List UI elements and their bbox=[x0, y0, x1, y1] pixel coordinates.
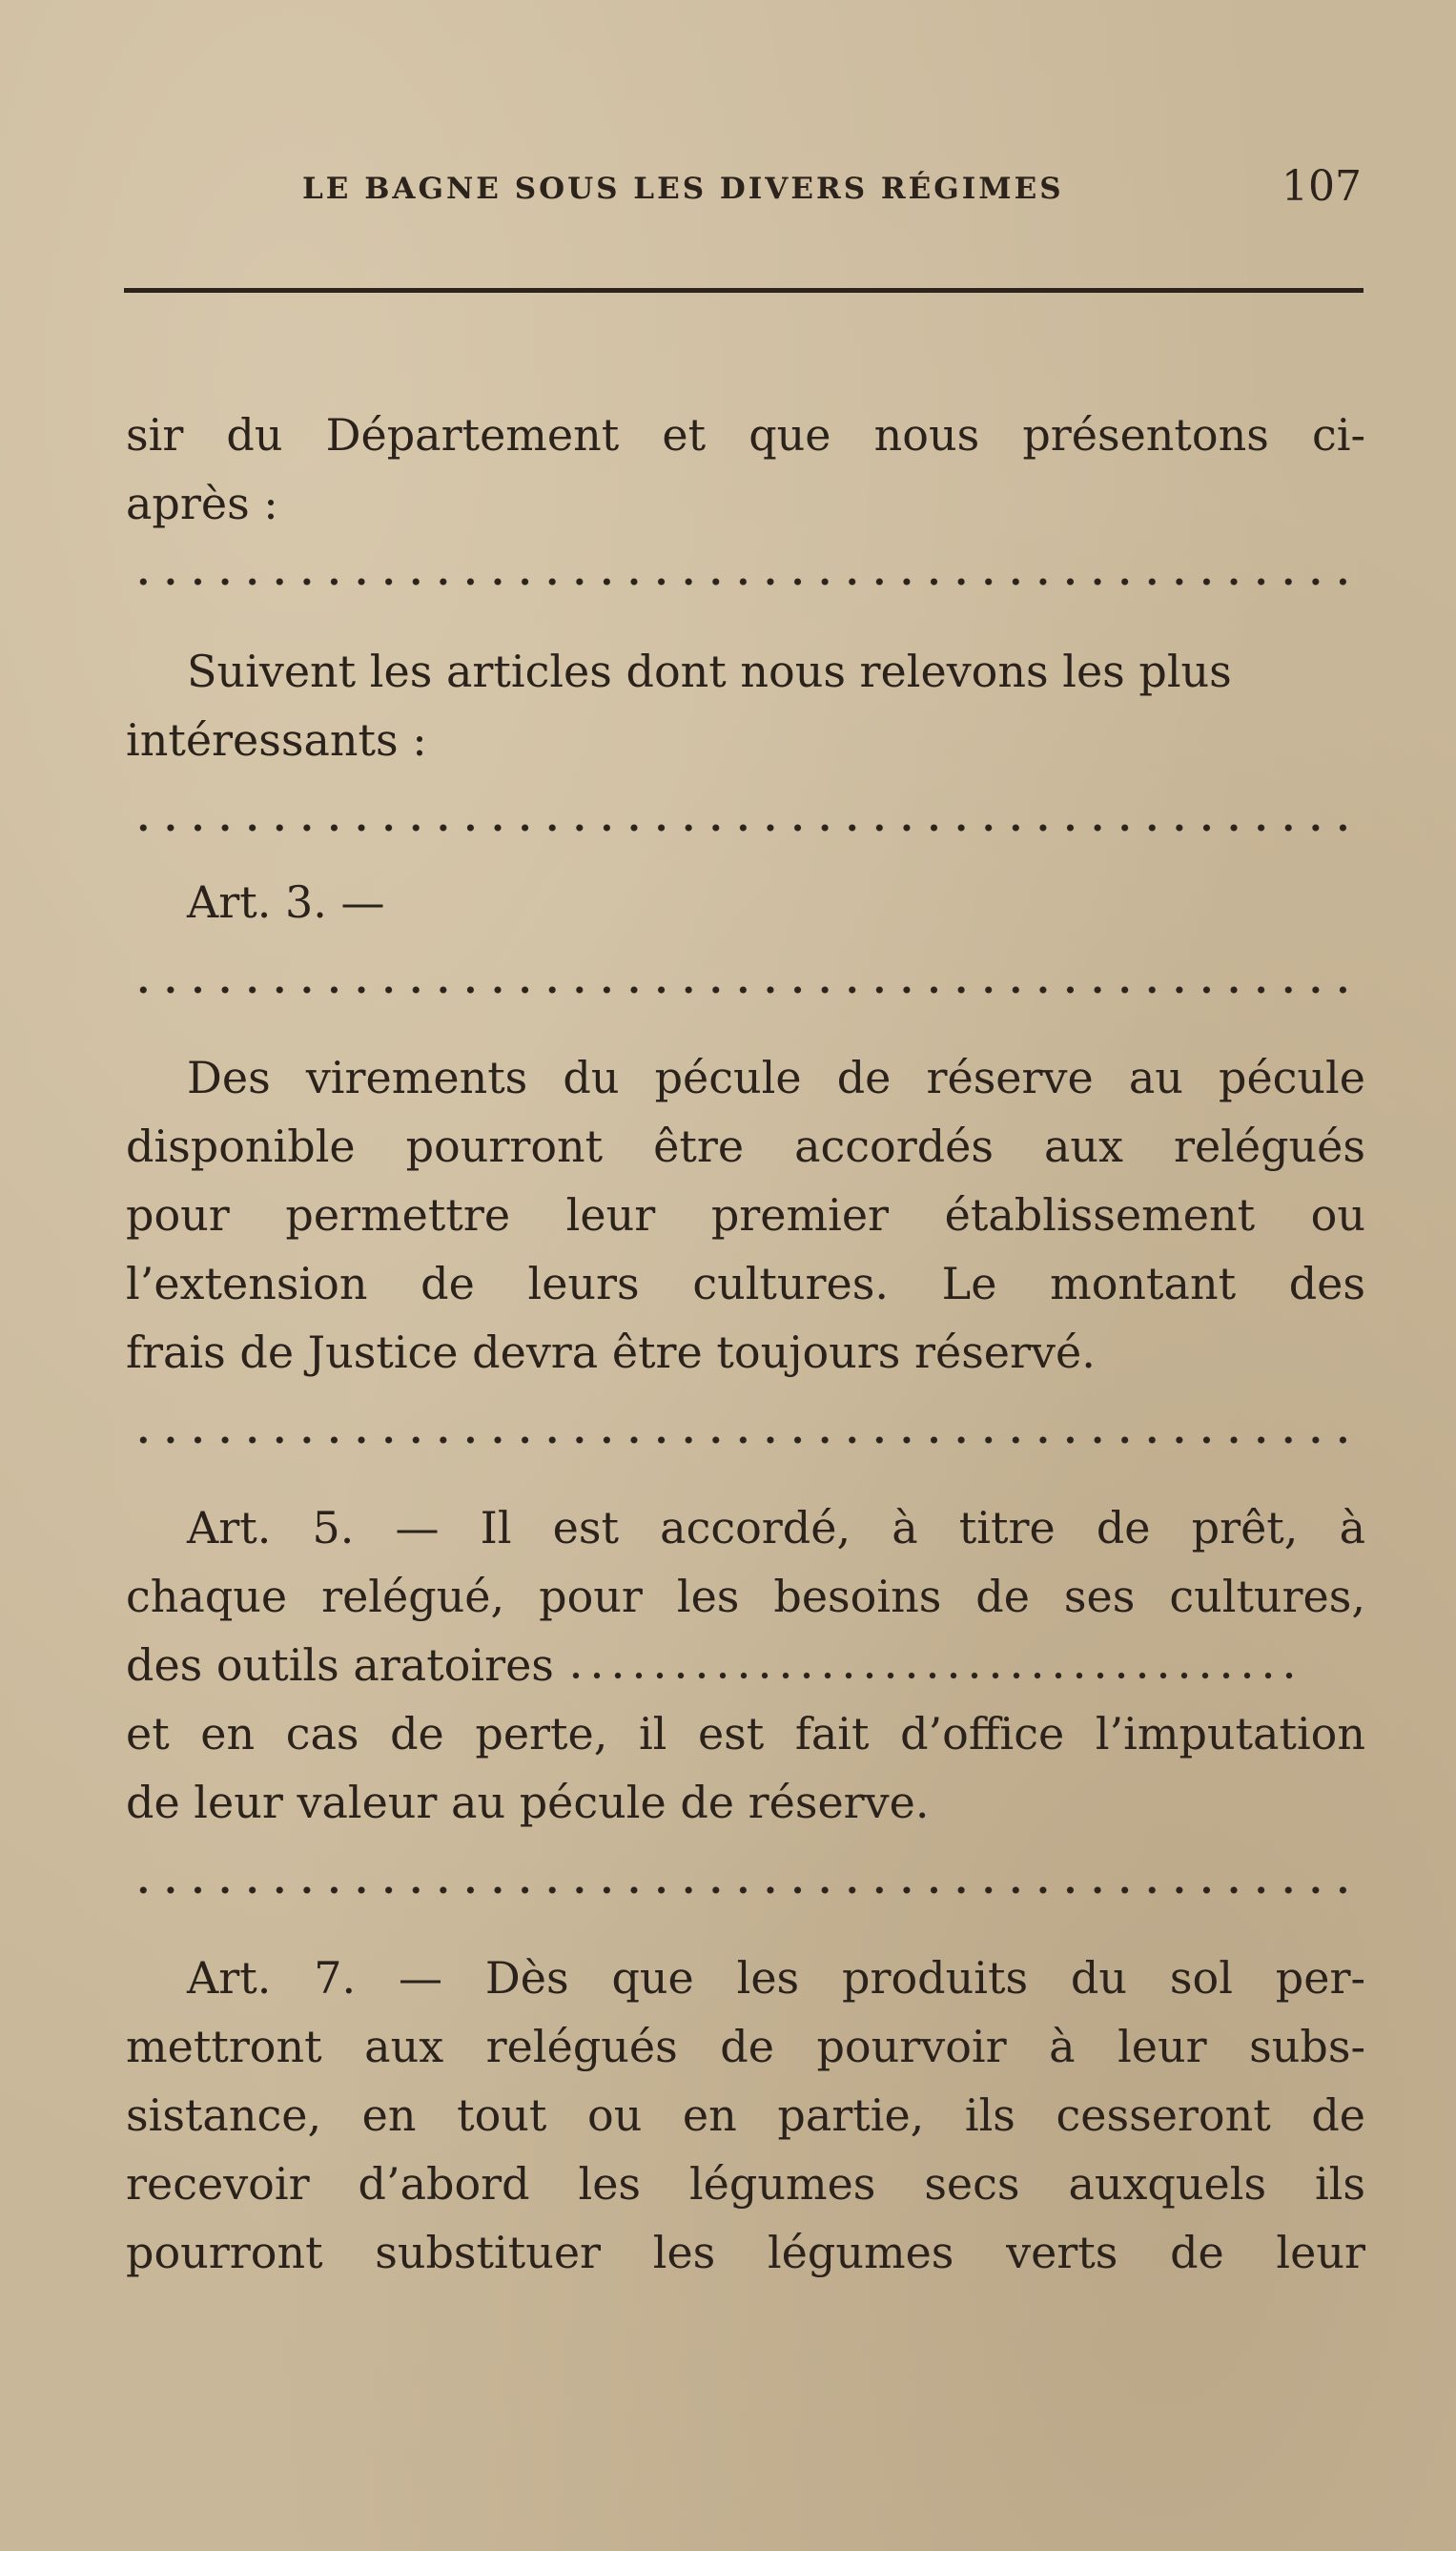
dot-leader bbox=[565, 1671, 1300, 1680]
text-line: après : bbox=[126, 478, 278, 529]
running-title: LE BAGNE SOUS LES DIVERS RÉGIMES bbox=[302, 172, 1064, 206]
ellipsis-row bbox=[126, 980, 1365, 999]
text-line: intéressants : bbox=[126, 714, 427, 766]
paragraph-article-3 bbox=[126, 1043, 1365, 1387]
text-line: recevoir d’abord les légumes secs auxquels ils bbox=[126, 2158, 1365, 2210]
text-line: sir du Département et que nous présentons ci- bbox=[126, 409, 1365, 461]
text-line bbox=[126, 1631, 1365, 1699]
text-line bbox=[126, 1944, 1365, 2012]
ellipsis-row bbox=[126, 1430, 1365, 1450]
text-line: pour permettre leur premier établissement ou bbox=[126, 1189, 1365, 1241]
text-line: frais de Justice devra être toujours réservé. bbox=[126, 1327, 1096, 1378]
text-line: mettront aux relégués de pourvoir à leur subs- bbox=[126, 2021, 1365, 2072]
page-number: 107 bbox=[1282, 162, 1362, 211]
text-line bbox=[126, 637, 1365, 706]
text-line: disponible pourront être accordés aux relégués bbox=[126, 1121, 1365, 1172]
article-label: Art. 3. — bbox=[187, 876, 385, 928]
text-span: Des virements du pécule de réserve au pécule bbox=[187, 1052, 1365, 1103]
paragraph-intro-articles bbox=[126, 637, 1365, 774]
paragraph-article-7 bbox=[126, 1944, 1365, 2287]
text-line bbox=[126, 868, 1365, 936]
text-line: l’extension de leurs cultures. Le montant des bbox=[126, 1258, 1365, 1309]
text-line bbox=[126, 1043, 1365, 1112]
article-3-heading bbox=[126, 868, 1365, 936]
text-span: Suivent les articles dont nous relevons les plus bbox=[187, 646, 1232, 697]
text-line: pourront substituer les légumes verts de leur bbox=[126, 2227, 1365, 2278]
ellipsis-row bbox=[126, 1881, 1365, 1900]
text-span: des outils aratoires bbox=[126, 1639, 554, 1691]
text-span: Art. 5. — Il est accordé, à titre de prêt, à bbox=[187, 1502, 1365, 1553]
ellipsis-row bbox=[126, 572, 1365, 591]
text-span: Art. 7. — Dès que les produits du sol per- bbox=[187, 1952, 1365, 2004]
text-line bbox=[126, 1493, 1365, 1562]
paragraph-article-5 bbox=[126, 1493, 1365, 1837]
text-line: sistance, en tout ou en partie, ils cesseront de bbox=[126, 2089, 1365, 2141]
running-head bbox=[126, 162, 1365, 219]
text-line: chaque relégué, pour les besoins de ses cultures, bbox=[126, 1571, 1365, 1622]
header-rule bbox=[124, 288, 1364, 293]
ellipsis-row bbox=[126, 818, 1365, 837]
text-line: de leur valeur au pécule de réserve. bbox=[126, 1777, 930, 1828]
paragraph-continuation bbox=[126, 401, 1365, 538]
text-line: et en cas de perte, il est fait d’office l’imputation bbox=[126, 1708, 1365, 1759]
